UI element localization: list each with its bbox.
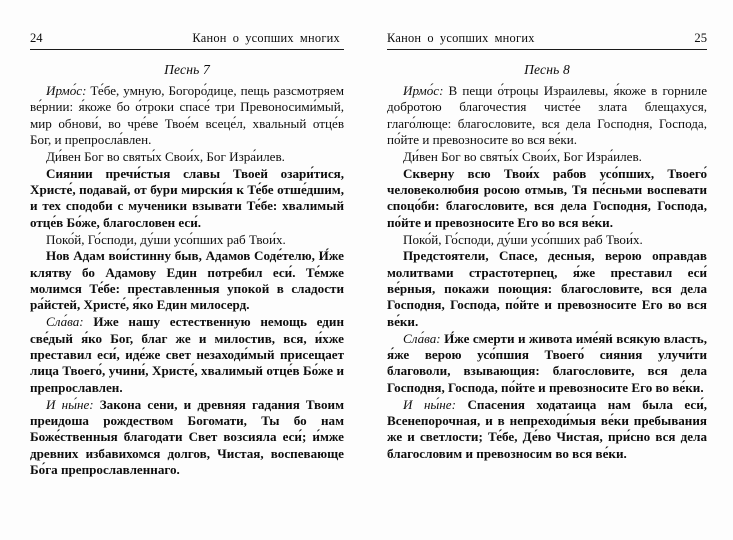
paragraph-text: Закона сени, и древняя гадания Твоим преидоша рождеством Богомати, Ты бо нам Боже́ственныя благодати Свет возсияла еси́; и́мже древних избавихомся долгов, Чистая, воспевающе Бо́га препрославленнаго.	[30, 396, 344, 477]
page-number-left: 24	[30, 31, 43, 45]
paragraph-now-right	[387, 397, 707, 462]
paragraph-text: Нов Адам вои́стинну быв, Адамов Соде́телю, И́же клятву бо Адамову Един потребил еси́. Те́мже молимся Те́бе: преставленныя упокой в сладости ра́йстей, Христе́, я́ко Един милосерд.	[30, 248, 344, 313]
rubric-now-left: И ны́не:	[46, 396, 94, 412]
paragraph-troparion-right-2	[387, 248, 707, 330]
left-page	[0, 0, 366, 540]
running-title-right: Канон о усопших многих	[387, 31, 535, 45]
paragraph-text: Ди́вен Бог во святы́х Свои́х, Бог Изра́илев.	[403, 148, 642, 164]
ode-title-right: Песнь 8	[524, 62, 570, 77]
rubric-now-right: И ны́не:	[403, 396, 456, 412]
paragraph-now-left	[30, 397, 344, 479]
paragraph-text: Скверну всю Твои́х рабов усо́пших, Твоего́ человеколюбия росою отмыв, Тя пе́сньми воспевати споцо́би: благословите, вся дела Господня, Господа, по́йте и превозносите Его во вся ве́ки.	[387, 165, 707, 230]
paragraph-glory-left	[30, 314, 344, 396]
running-title-left: Канон о усопших многих	[192, 31, 340, 45]
paragraph-troparion-right-1	[387, 166, 707, 231]
paragraph-text: Те́бе, умную, Богоро́дице, пещь разсмотряем ве́рнии: я́коже бо о́троки спасе́ три Превоносими́мый, мир обнови́, во чре́ве Твое́м всеце́л, хвальный отце́в Бог, и препросла́влен.	[30, 83, 344, 148]
rubric-irmos-left: Ирмо́с:	[46, 83, 87, 98]
paragraph-troparion-left-2	[30, 248, 344, 313]
paragraph-text: Спасения ходатаица нам была еси́, Всенепорочная, и в непреходи́мыя ве́ки пребывания же и светлости; Те́бе, Де́во Чистая, при́сно вся дела благословим и превозносим во вся ве́ки.	[387, 396, 708, 461]
paragraph-refrain-left-1	[30, 149, 344, 165]
paragraph-text: Поко́й, Го́споди, ду́ши усо́пших раб Твои́х.	[46, 231, 286, 247]
rubric-glory-left: Сла́ва:	[46, 314, 84, 330]
right-page	[366, 0, 733, 540]
paragraph-refrain-left-2	[30, 232, 344, 248]
paragraph-text: Поко́й, Го́споди, ду́ши усо́пших раб Твои́х.	[403, 231, 643, 247]
paragraph-troparion-left-1	[30, 166, 344, 231]
paragraph-text: И́же смерти и живота име́яй всякую власть, я́же верою усо́пшия Твоего́ сияния улучи́ти благоволи, взывающия: благословите, вся дела Господня, Господа, по́йте и превозносите Его во ве́ки.	[387, 330, 707, 395]
page-number-right: 25	[694, 31, 707, 45]
paragraph-text: Предстоятели, Спасе, десныя, верою оправдав молитвами страстотерпец, я́же преставил еси́ ве́рныя, покажи поющия: благословите, вся дела Господня, Господа, по́йте и превозносите Его во вся ве́ки.	[387, 248, 707, 329]
paragraph-refrain-right-2	[387, 232, 707, 248]
paragraph-text: Ди́вен Бог во святы́х Свои́х, Бог Изра́илев.	[46, 148, 285, 164]
paragraph-irmos-right	[387, 83, 707, 148]
rubric-glory-right: Сла́ва:	[403, 330, 441, 346]
running-head-right	[387, 31, 707, 50]
paragraph-glory-right	[387, 331, 707, 396]
running-head-left	[30, 31, 344, 50]
rubric-irmos-right: Ирмо́с:	[403, 83, 444, 98]
ode-title-left: Песнь 7	[164, 62, 210, 77]
paragraph-text: В пещи о́троцы Израилевы, я́коже в горниле добротою благочестия чисте́е злата блещахуся, глаго́люще: благословите, вся дела Господня, Господа, по́йте и превозносите во вся ве́ки.	[387, 83, 707, 148]
paragraph-refrain-right-1	[387, 149, 707, 165]
paragraph-irmos-left	[30, 83, 344, 148]
paragraph-text: Иже нашу естественную немощь един све́дый я́ко Бог, благ же и милостив, вся, и́хже преставил еси́, иде́же свет незаходи́мый присещает лица Твоего́, учини́, Христе́, хвалимый отце́в Бо́же и препрославлен.	[30, 314, 344, 395]
paragraph-text: Сиянии пречи́стыя славы Твоей озари́тися, Христе́, подавай, от бури мирски́я к Те́бе отше́дшим, и тех сподоби с мученики взывати Те́бе: хвалимый отце́в Бо́же, благословен еси́.	[30, 165, 344, 230]
